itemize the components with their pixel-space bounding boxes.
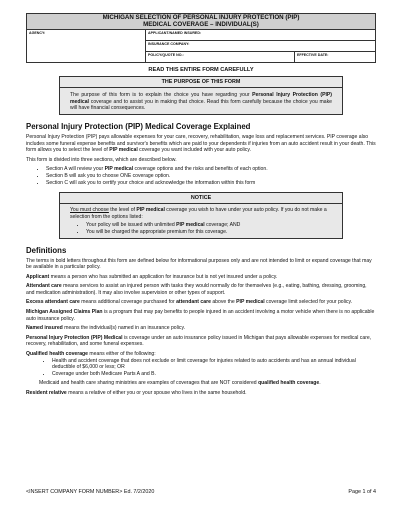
text-part: coverage you want included with your auto policy. bbox=[137, 147, 251, 154]
definition-term: Resident relative bbox=[26, 390, 67, 396]
text-bold: attendant care bbox=[176, 299, 211, 306]
definition-text: means additional coverage purchased for bbox=[79, 299, 177, 306]
form-content bbox=[26, 13, 376, 400]
purpose-text-part: The purpose of this form is to explain the choice you have regarding your bbox=[70, 92, 253, 99]
section-b-item: • Section B will ask you to choose ONE coverage option. bbox=[46, 173, 376, 180]
definition-text: above the bbox=[210, 299, 237, 306]
purpose-heading: THE PURPOSE OF THIS FORM bbox=[60, 77, 342, 88]
definition-qualified-health-coverage bbox=[26, 351, 376, 358]
definition-attendant-care bbox=[26, 283, 376, 296]
insurance-company-label: INSURANCE COMPANY: bbox=[148, 42, 190, 47]
definition-applicant bbox=[26, 274, 376, 281]
qhc-list bbox=[26, 358, 376, 378]
definition-macp bbox=[26, 309, 376, 322]
text-underlined: You must choose bbox=[70, 207, 109, 214]
form-number: <INSERT COMPANY FORM NUMBER> Ed. 7/2/2020 bbox=[26, 489, 155, 495]
purpose-text-bold: Personal Injury Protection (PIP) medical bbox=[70, 92, 332, 105]
definition-pip-medical bbox=[26, 335, 376, 348]
qhc-item: • Health and accident coverage that does not exclude or limit coverage for injuries related to auto accidents and has an annual individual deductible of $6,000 or less; OR bbox=[52, 358, 376, 371]
insurance-company-field[interactable] bbox=[146, 41, 376, 52]
purpose-box bbox=[59, 76, 343, 115]
section-c-item: • Section C will ask you to certify your choice and acknowledge the information within this form bbox=[46, 180, 376, 187]
purpose-text-part: coverage and to assist you in making that choice. Read this form carefully because the choice you make will have financial consequences. bbox=[70, 98, 332, 112]
text-part: coverage options and the risks and benefits of each option. bbox=[133, 166, 268, 173]
text-bold: PIP medical bbox=[236, 299, 265, 306]
qhc-item: • Coverage under both Medicare Parts A and B. bbox=[52, 371, 376, 378]
definition-text: means a relative of either you or your spouse who lives in the same household. bbox=[66, 390, 247, 396]
text-part: Personal Injury Protection (PIP) pays allowable expenses for your care, recovery, rehabilitation, wage loss and replacement services. PIP coverage also includes some funeral expense benefits and survivor's benefits which are paid to your dependents if injuries from an auto accident result in your death. This form allows you to select the level of bbox=[26, 133, 376, 154]
purpose-text bbox=[60, 88, 342, 114]
notice-box bbox=[59, 192, 343, 238]
definition-term: Attendant care bbox=[26, 283, 62, 290]
text-part: the level of bbox=[108, 207, 137, 214]
definitions-heading: Definitions bbox=[26, 245, 67, 255]
text-bold: PIP medical bbox=[136, 207, 165, 214]
definition-text: means the individual(s) named in an insurance policy. bbox=[62, 325, 186, 332]
notice-heading: NOTICE bbox=[60, 193, 342, 204]
text-part: . bbox=[319, 380, 321, 387]
text-bold: qualified health coverage bbox=[258, 380, 320, 387]
notice-item-unlimited bbox=[86, 222, 342, 229]
text-bold: PIP medical bbox=[104, 166, 134, 173]
definition-text: means services to assist an injured person with tasks they would normally do for themselves (e.g., eating, bathing, dressing, grooming, and medication administration). It may also involve supervision or other types of support. bbox=[26, 283, 367, 296]
form-title bbox=[27, 14, 376, 30]
applicant-field[interactable] bbox=[146, 30, 376, 41]
explained-paragraph bbox=[26, 134, 376, 154]
text-part: Your policy will be issued with unlimited bbox=[86, 222, 177, 229]
effective-date-label: EFFECTIVE DATE: bbox=[297, 53, 329, 58]
definition-excess-attendant-care bbox=[26, 299, 376, 306]
definition-term: Personal Injury Protection (PIP) Medical bbox=[26, 334, 123, 341]
text-bold: PIP medical bbox=[109, 147, 138, 154]
definition-text: means either of the following: bbox=[88, 351, 156, 358]
applicant-label: APPLICANT/NAMED INSURED: bbox=[148, 31, 202, 36]
agency-label: AGENCY: bbox=[29, 31, 46, 36]
form-title-line1: MICHIGAN SELECTION OF PERSONAL INJURY PROTECTION (PIP) bbox=[102, 14, 300, 21]
read-entire-notice: READ THIS ENTIRE FORM CAREFULLY bbox=[148, 67, 254, 74]
definition-term: Named insured bbox=[26, 325, 63, 332]
notice-item-premium: • You will be charged the appropriate premium for this coverage. bbox=[86, 229, 342, 236]
definition-term: Michigan Assigned Claims Plan bbox=[26, 309, 103, 316]
notice-text bbox=[60, 204, 342, 222]
definitions-intro: The terms in bold letters throughout this form are defined below for informational purposes only and are not intended to limit or expand coverage that may be available in a particular policy. bbox=[26, 257, 372, 271]
policy-quote-field[interactable] bbox=[146, 52, 295, 63]
text-part: Section A will review your bbox=[46, 166, 105, 173]
definition-text: is coverage under an auto insurance policy issued in Michigan that pays allowable expenses for medical care, recovery, rehabilitation, and some funeral expenses. bbox=[26, 334, 372, 348]
sections-list bbox=[26, 166, 376, 186]
text-part: coverage; AND bbox=[204, 222, 241, 229]
definition-named-insured bbox=[26, 325, 376, 332]
policy-quote-label: POLICY/QUOTE NO.: bbox=[148, 53, 184, 58]
text-part: Medicaid and health care sharing ministries are examples of coverages that are NOT considered bbox=[39, 380, 259, 387]
definition-text: is a program that may pay benefits to people injured in an accident involving a motor vehicle when there is no applicable auto insurance policy. bbox=[26, 309, 375, 322]
sections-intro: This form is divided into three sections, which are described below. bbox=[26, 156, 177, 163]
explained-heading: Personal Injury Protection (PIP) Medical Coverage Explained bbox=[26, 121, 251, 131]
definition-term: Excess attendant care bbox=[26, 299, 80, 306]
medicaid-note bbox=[26, 380, 376, 387]
definition-term: Applicant bbox=[26, 273, 50, 280]
text-part: coverage you wish to have under your auto policy. If you do not make a selection from the options listed: bbox=[70, 207, 327, 220]
definition-text: means a person who has submitted an application for insurance but is not yet insured under a policy. bbox=[49, 273, 278, 280]
definition-term: Qualified health coverage bbox=[26, 351, 88, 358]
form-header-table bbox=[26, 13, 376, 63]
effective-date-field[interactable] bbox=[295, 52, 376, 63]
page-number: Page 1 of 4 bbox=[348, 489, 376, 495]
form-title-line2: MEDICAL COVERAGE – INDIVIDUAL(S) bbox=[143, 20, 259, 28]
notice-list bbox=[60, 222, 342, 235]
text-bold: PIP medical bbox=[176, 222, 205, 229]
definition-text: coverage limit selected for your policy. bbox=[264, 299, 353, 306]
agency-field[interactable] bbox=[27, 30, 146, 63]
section-a-item bbox=[46, 166, 376, 173]
definition-resident-relative bbox=[26, 390, 376, 397]
page-footer bbox=[26, 489, 376, 495]
